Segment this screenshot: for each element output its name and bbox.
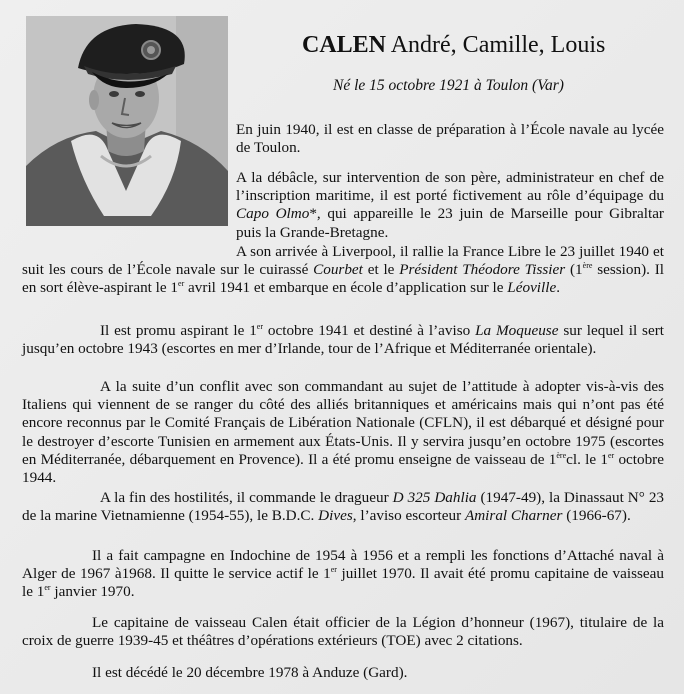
ship-name: Amiral Charner (464, 507, 563, 525)
paragraph-7-text: juillet 1970. Il avait été promu capitaine de vaisseau le 1 (22, 565, 664, 601)
paragraph-9 (22, 664, 664, 682)
paragraph-7-text: janvier 1970. (50, 583, 135, 601)
paragraph-5-text: A la suite d’un conflit avec son commandant au sujet de l’attitude à adopter vis-à-vis des Italiens qui viennent de se ranger du côté des alliés britanniques et américains mais qui n’ont pas été encore reconnus par le Comité Français de Libération Nationale (CFLN), il est débarqué et désigné pour le destroyer d’escorte Tunisien en armement aux États-Unis. Il y servira jusqu’en octobre 1975 (escortes en Méditerranée, débarquement en Provence). Il a été promu enseigne de vaisseau de 1 (22, 378, 664, 468)
ship-name: D 325 Dahlia (392, 489, 477, 506)
paragraph-1 (236, 121, 664, 157)
paragraph-5-text: cl. le 1 (566, 450, 608, 468)
superscript: ère (556, 450, 567, 460)
paragraph-6-text: (1966-67). (562, 507, 631, 525)
paragraph-6 (22, 489, 664, 525)
paragraph-5 (22, 378, 664, 487)
ship-name: La Moqueuse (475, 322, 559, 339)
superscript: er (607, 450, 615, 460)
paragraph-3-text: avril 1941 et embarque en école d’application sur le (184, 279, 508, 297)
given-names: André, Camille, Louis (390, 32, 606, 58)
paragraph-6-text: , l’aviso escorteur (352, 507, 465, 525)
paragraph-4-text: Il est promu aspirant le 1 (100, 322, 257, 339)
superscript: er (44, 583, 51, 593)
paragraph-3-text: . (556, 279, 560, 297)
paragraph-9-text: Il est décédé le 20 décembre 1978 à Anduze (Gard). (92, 664, 408, 681)
portrait-photo (26, 16, 228, 226)
paragraph-6-text: (1947-49), la Dinassaut N° 23 de la marine Vietnamienne (1954-55), le B.D.C. (22, 489, 665, 525)
paragraph-8 (22, 614, 664, 650)
paragraph-2-text: A la débâcle, sur intervention de son père, administrateur en chef de l’inscription maritime, il est porté fictivement au rôle d’équipage du (236, 169, 664, 205)
superscript: er (256, 322, 264, 331)
paragraph-7 (22, 547, 664, 602)
superscript: er (330, 565, 337, 575)
paragraph-5-text: octobre 1944. (22, 450, 664, 487)
paragraph-2-text-end: *, qui appareille le 23 juin de Marseille pour Gibraltar puis la Grande-Bretagne. (236, 205, 664, 241)
paragraph-6-text: A la fin des hostilités, il commande le dragueur (100, 489, 393, 506)
ship-name: Président Théodore Tissier (399, 261, 566, 279)
paragraph-3-text: session). Il en sort élève-aspirant le 1 (22, 261, 665, 297)
paragraph-3 (22, 243, 664, 298)
ship-name: Léoville (507, 279, 557, 297)
ship-name: Courbet (313, 261, 363, 279)
paragraph-3-text: et le (362, 261, 400, 279)
ship-name: Dives (318, 507, 353, 525)
paragraph-3-text: (1 (565, 261, 583, 279)
paragraph-3-text: A son arrivée à Liverpool, il rallie la France Libre le 23 juillet 1940 et suit les cours de l’École navale sur le cuirassé (22, 243, 664, 279)
paragraph-4 (22, 322, 664, 358)
paragraph-2 (236, 169, 664, 242)
portrait-icon (26, 16, 228, 226)
surname: CALEN (302, 32, 387, 58)
superscript: er (178, 279, 185, 289)
person-name (302, 30, 605, 60)
paragraph-4-text: sur lequel il sert jusqu’en octobre 1943 (escortes en mer d’Irlande, tour de l’Afrique et Méditerranée orientale). (22, 322, 664, 358)
birth-info: Né le 15 octobre 1921 à Toulon (Var) (333, 77, 564, 94)
ship-name: Capo Olmo (236, 205, 310, 223)
paragraph-4-text: octobre 1941 et destiné à l’aviso (263, 322, 476, 339)
paragraph-8-text: Le capitaine de vaisseau Calen était officier de la Légion d’honneur (1967), titulaire de la croix de guerre 1939-45 et théâtres d’opérations extérieurs (TOE) avec 2 citations. (22, 614, 664, 650)
paragraph-7-text: Il a fait campagne en Indochine de 1954 à 1956 et a rempli les fonctions d’Attaché naval à Alger de 1967 à1968. Il quitte le service actif le 1 (22, 547, 664, 583)
superscript: ère (582, 261, 593, 271)
paragraph-1-text: En juin 1940, il est en classe de préparation à l’École navale au lycée de Toulon. (236, 121, 664, 157)
